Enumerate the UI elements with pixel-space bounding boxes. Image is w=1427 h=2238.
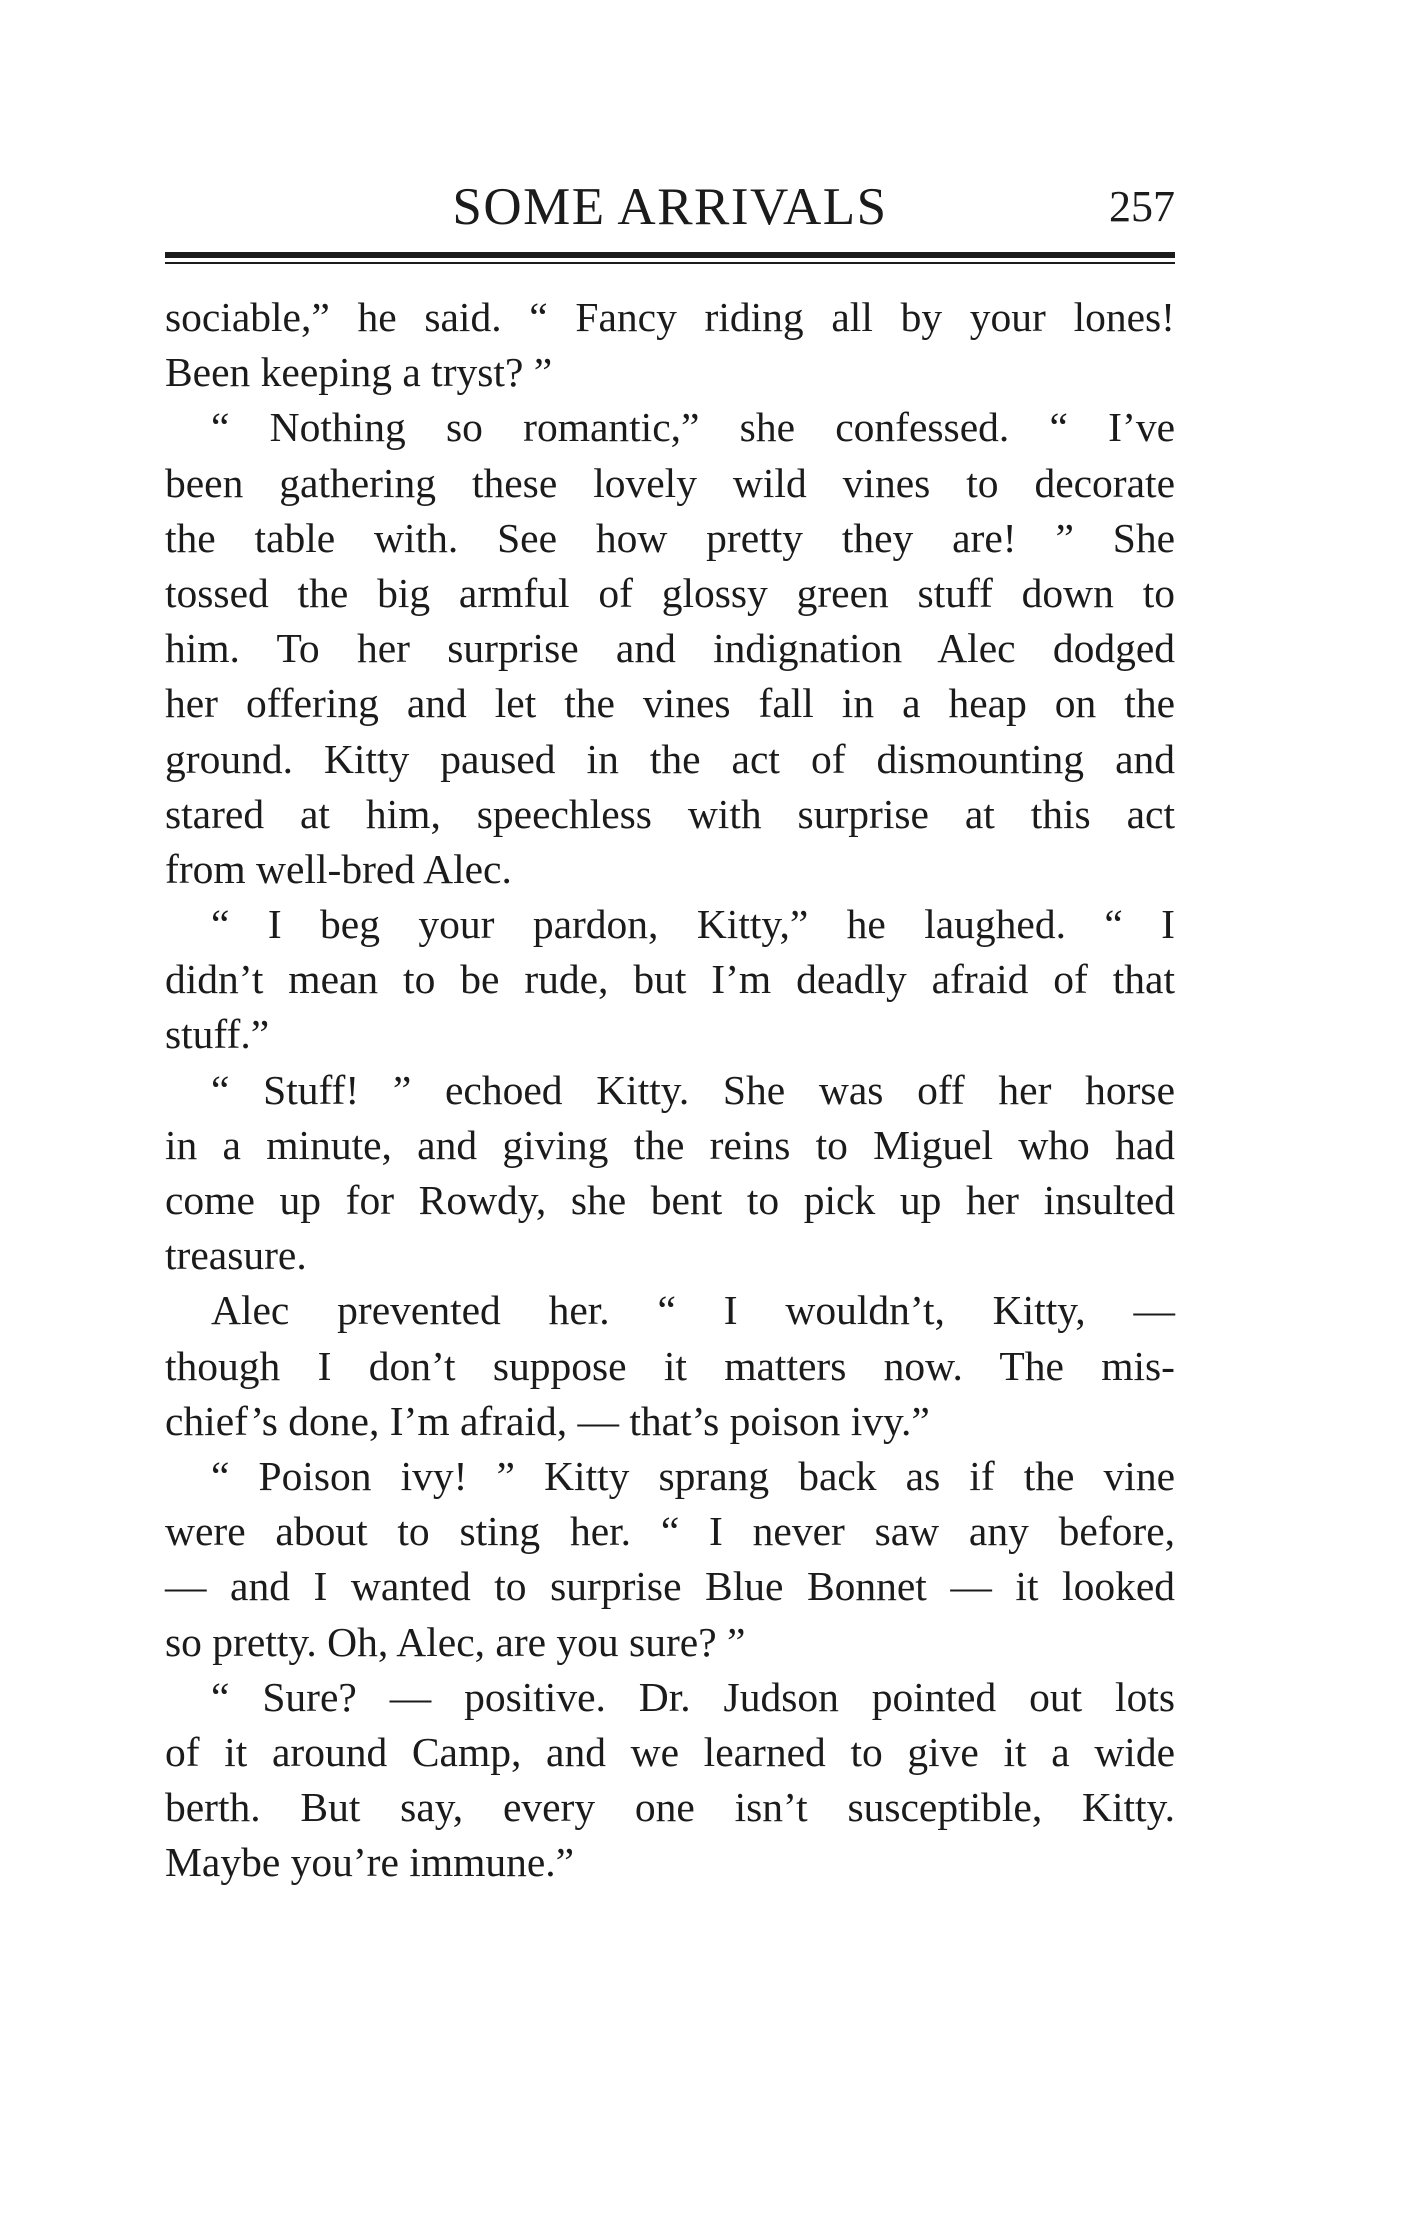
text-line: stared at him, speechless with surprise at this act [165,790,1175,837]
text-line: “ Stuff! ” echoed Kitty. She was off her horse [211,1066,1175,1113]
text-line: “ Poison ivy! ” Kitty sprang back as if the vine [211,1452,1175,1499]
text-line: “ Sure? — positive. Dr. Judson pointed out lots [211,1673,1175,1720]
text-line: Maybe you’re immune.” [165,1839,575,1886]
text-line: of it around Camp, and we learned to give it a wide [165,1728,1175,1775]
text-line: her offering and let the vines fall in a heap on the [165,680,1175,727]
text-line: — and I wanted to surprise Blue Bonnet — it looked [165,1563,1175,1610]
text-line: so pretty. Oh, Alec, are you sure? ” [165,1618,746,1665]
text-line: tossed the big armful of glossy green stuff down to [165,569,1175,616]
page-header [165,172,1175,242]
text-line: were about to sting her. “ I never saw any before, [165,1508,1175,1555]
text-line: berth. But say, every one isn’t susceptible, Kitty. [165,1784,1175,1831]
text-line: sociable,” he said. “ Fancy riding all by your lones! [165,294,1175,340]
header-rule-thin [165,262,1175,264]
text-line: the table with. See how pretty they are! ” She [165,514,1175,561]
text-line: treasure. [165,1232,307,1279]
header-rule-thick [165,252,1175,258]
text-line: from well-bred Alec. [165,845,512,892]
text-line: him. To her surprise and indignation Alec dodged [165,625,1175,672]
text-line: “ I beg your pardon, Kitty,” he laughed. “ I [211,901,1175,948]
page-number: 257 [1109,182,1175,231]
text-line: didn’t mean to be rude, but I’m deadly afraid of that [165,956,1175,1003]
text-line: come up for Rowdy, she bent to pick up her insulted [165,1177,1175,1223]
text-line: stuff.” [165,1011,270,1058]
text-line: “ Nothing so romantic,” she confessed. “ I’ve [211,404,1175,451]
text-line: Alec prevented her. “ I wouldn’t, Kitty, — [211,1287,1175,1334]
text-line: been gathering these lovely wild vines to decorate [165,459,1175,506]
text-line: chief’s done, I’m afraid, — that’s poison ivy.” [165,1397,930,1444]
text-line: in a minute, and giving the reins to Miguel who had [165,1121,1175,1168]
text-line: Been keeping a tryst? ” [165,349,553,396]
body-text [165,290,1175,1890]
text-line: though I don’t suppose it matters now. The mis- [165,1342,1175,1389]
running-head: SOME ARRIVALS [452,178,888,236]
text-line: ground. Kitty paused in the act of dismounting and [165,735,1175,782]
